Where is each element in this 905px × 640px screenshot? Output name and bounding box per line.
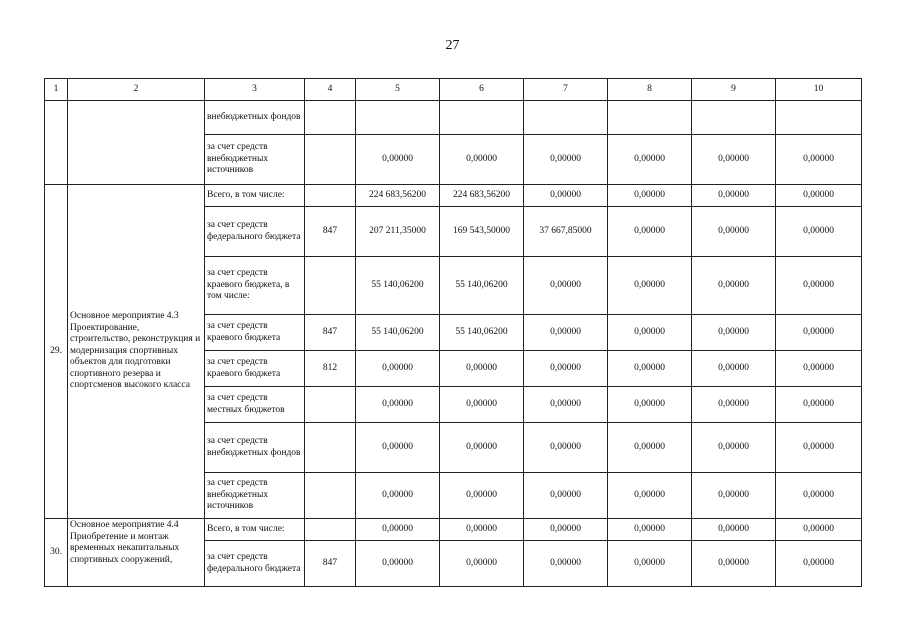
amount-cell: 0,00000	[608, 207, 692, 257]
header-cell: 8	[608, 79, 692, 101]
index-cell: 29.	[45, 185, 68, 519]
amount-cell	[524, 101, 608, 135]
amount-cell: 0,00000	[524, 387, 608, 423]
funding-source-cell: за счет средств внебюджетных источников	[205, 473, 305, 519]
code-cell	[305, 423, 356, 473]
amount-cell	[356, 101, 440, 135]
amount-cell: 207 211,35000	[356, 207, 440, 257]
amount-cell: 0,00000	[608, 423, 692, 473]
amount-cell: 0,00000	[692, 351, 776, 387]
amount-cell: 224 683,56200	[356, 185, 440, 207]
amount-cell: 0,00000	[776, 519, 862, 541]
amount-cell: 0,00000	[776, 257, 862, 315]
amount-cell: 169 543,50000	[440, 207, 524, 257]
code-cell: 847	[305, 541, 356, 587]
code-cell	[305, 185, 356, 207]
funding-source-cell: за счет средств федерального бюджета	[205, 541, 305, 587]
amount-cell: 0,00000	[608, 519, 692, 541]
amount-cell: 0,00000	[356, 387, 440, 423]
table-row	[45, 185, 862, 207]
header-cell: 3	[205, 79, 305, 101]
amount-cell: 55 140,06200	[356, 315, 440, 351]
amount-cell: 37 667,85000	[524, 207, 608, 257]
amount-cell: 0,00000	[524, 541, 608, 587]
code-cell	[305, 257, 356, 315]
code-cell	[305, 519, 356, 541]
header-cell: 6	[440, 79, 524, 101]
funding-source-cell: за счет средств внебюджетных фондов	[205, 423, 305, 473]
amount-cell: 0,00000	[776, 315, 862, 351]
amount-cell: 0,00000	[356, 135, 440, 185]
amount-cell	[776, 101, 862, 135]
amount-cell: 0,00000	[608, 185, 692, 207]
funding-source-cell: за счет средств краевого бюджета	[205, 315, 305, 351]
amount-cell	[692, 101, 776, 135]
amount-cell: 0,00000	[356, 473, 440, 519]
amount-cell: 0,00000	[692, 185, 776, 207]
funding-source-cell: за счет средств краевого бюджета, в том числе:	[205, 257, 305, 315]
code-cell: 847	[305, 207, 356, 257]
amount-cell: 0,00000	[608, 315, 692, 351]
table-row	[45, 519, 862, 541]
index-cell: 30.	[45, 519, 68, 587]
funding-source-cell: за счет средств федерального бюджета	[205, 207, 305, 257]
page-number: 27	[445, 38, 460, 53]
amount-cell: 0,00000	[608, 257, 692, 315]
amount-cell: 0,00000	[524, 257, 608, 315]
amount-cell: 0,00000	[524, 351, 608, 387]
amount-cell: 0,00000	[356, 541, 440, 587]
code-cell	[305, 387, 356, 423]
code-cell: 847	[305, 315, 356, 351]
amount-cell: 0,00000	[440, 135, 524, 185]
amount-cell: 0,00000	[524, 519, 608, 541]
amount-cell: 0,00000	[692, 473, 776, 519]
table-row	[45, 101, 862, 135]
index-cell	[45, 101, 68, 185]
amount-cell: 0,00000	[608, 473, 692, 519]
header-cell: 5	[356, 79, 440, 101]
funding-source-cell: Всего, в том числе:	[205, 519, 305, 541]
header-cell: 2	[68, 79, 205, 101]
amount-cell	[608, 101, 692, 135]
amount-cell: 0,00000	[524, 185, 608, 207]
header-cell: 7	[524, 79, 608, 101]
amount-cell: 0,00000	[776, 135, 862, 185]
amount-cell: 0,00000	[692, 423, 776, 473]
amount-cell: 0,00000	[776, 541, 862, 587]
amount-cell: 0,00000	[692, 207, 776, 257]
activity-name-cell: Основное мероприятие 4.3 Проектирование, строительство, реконструкция и модернизация спортивных объектов для подготовки спортивного резерва и спортсменов высокого класса	[68, 185, 205, 519]
amount-cell: 0,00000	[524, 423, 608, 473]
amount-cell: 0,00000	[776, 423, 862, 473]
code-cell: 812	[305, 351, 356, 387]
amount-cell: 0,00000	[692, 257, 776, 315]
amount-cell: 0,00000	[692, 315, 776, 351]
amount-cell: 0,00000	[356, 519, 440, 541]
code-cell	[305, 473, 356, 519]
funding-source-cell: Всего, в том числе:	[205, 185, 305, 207]
table-body	[45, 79, 862, 587]
header-cell: 4	[305, 79, 356, 101]
amount-cell: 0,00000	[692, 541, 776, 587]
amount-cell: 0,00000	[608, 351, 692, 387]
amount-cell: 55 140,06200	[440, 315, 524, 351]
funding-source-cell: за счет средств краевого бюджета	[205, 351, 305, 387]
amount-cell: 0,00000	[692, 519, 776, 541]
funding-source-cell: внебюджетных фондов	[205, 101, 305, 135]
header-cell: 9	[692, 79, 776, 101]
activity-name-cell: Основное мероприятие 4.4 Приобретение и монтаж временных некапитальных спортивных сооружений,	[68, 519, 205, 587]
amount-cell: 0,00000	[524, 473, 608, 519]
amount-cell: 0,00000	[440, 351, 524, 387]
activity-name-cell	[68, 101, 205, 185]
amount-cell: 55 140,06200	[440, 257, 524, 315]
amount-cell: 0,00000	[440, 519, 524, 541]
amount-cell: 0,00000	[356, 423, 440, 473]
amount-cell: 0,00000	[440, 423, 524, 473]
amount-cell	[440, 101, 524, 135]
funding-source-cell: за счет средств внебюджетных источников	[205, 135, 305, 185]
amount-cell: 0,00000	[776, 351, 862, 387]
amount-cell: 0,00000	[440, 473, 524, 519]
amount-cell: 0,00000	[608, 541, 692, 587]
header-cell: 1	[45, 79, 68, 101]
funding-source-cell: за счет средств местных бюджетов	[205, 387, 305, 423]
code-cell	[305, 101, 356, 135]
amount-cell: 0,00000	[776, 207, 862, 257]
amount-cell: 0,00000	[524, 135, 608, 185]
table-header-row	[45, 79, 862, 101]
amount-cell: 0,00000	[440, 541, 524, 587]
amount-cell: 0,00000	[356, 351, 440, 387]
amount-cell: 0,00000	[440, 387, 524, 423]
amount-cell: 0,00000	[776, 185, 862, 207]
amount-cell: 0,00000	[608, 387, 692, 423]
header-cell: 10	[776, 79, 862, 101]
amount-cell: 0,00000	[524, 315, 608, 351]
amount-cell: 0,00000	[692, 135, 776, 185]
budget-table	[44, 78, 862, 587]
code-cell	[305, 135, 356, 185]
amount-cell: 0,00000	[776, 473, 862, 519]
amount-cell: 0,00000	[608, 135, 692, 185]
amount-cell: 0,00000	[692, 387, 776, 423]
amount-cell: 55 140,06200	[356, 257, 440, 315]
amount-cell: 0,00000	[776, 387, 862, 423]
amount-cell: 224 683,56200	[440, 185, 524, 207]
